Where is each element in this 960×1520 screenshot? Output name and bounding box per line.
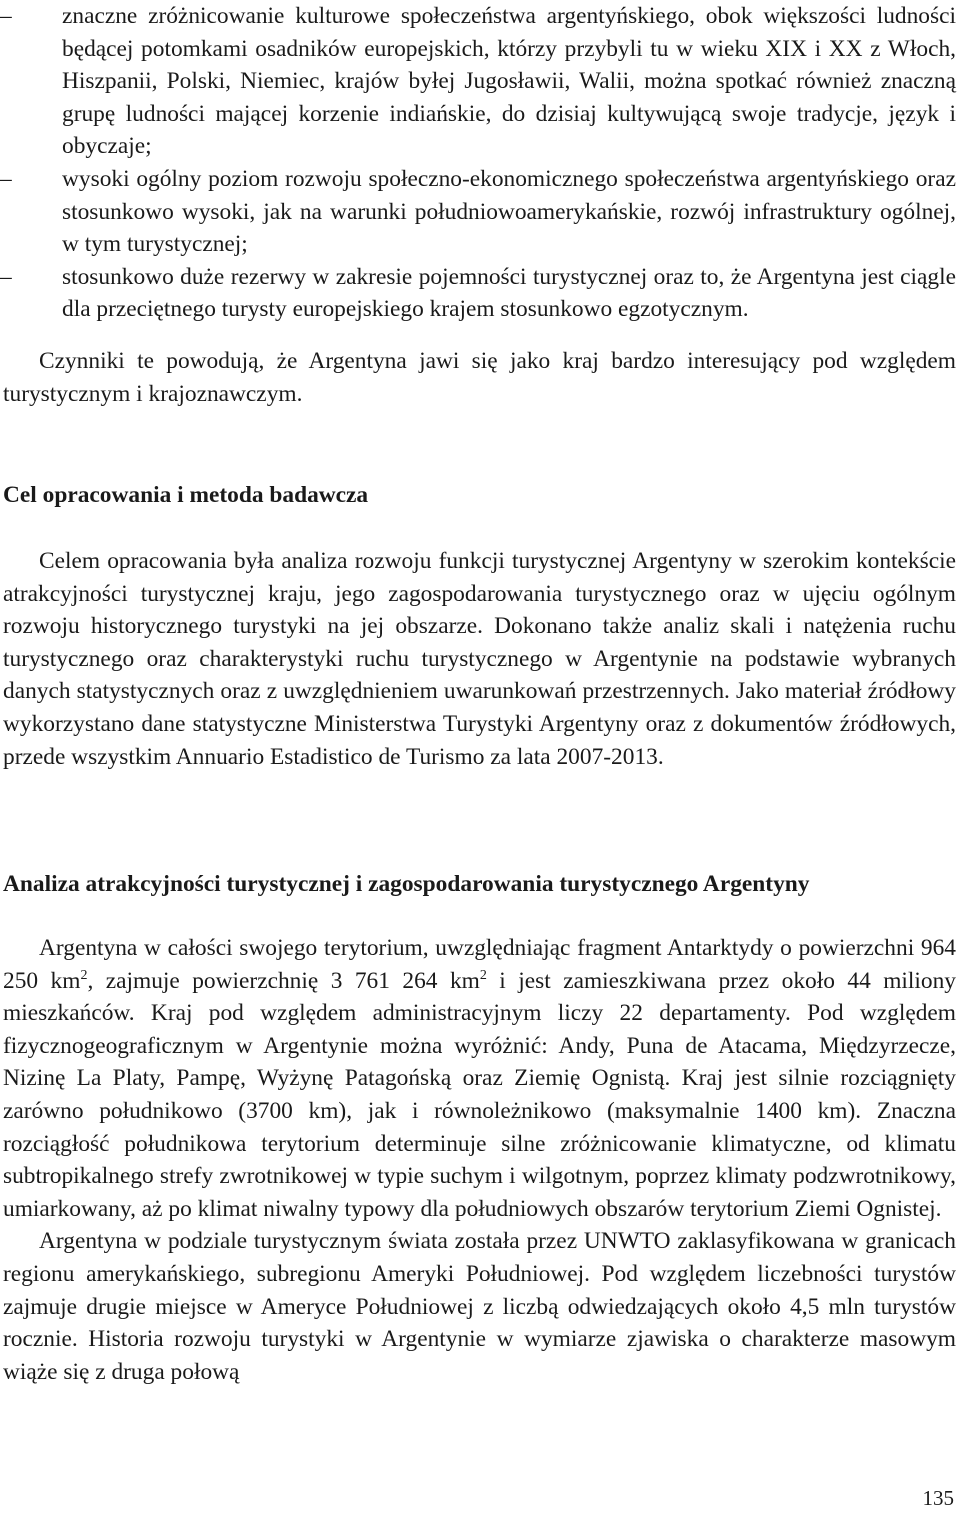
intro-block xyxy=(3,345,956,410)
cel-paragraph: Celem opracowania była analiza rozwoju funkcji turystycznej Argentyny w szerokim kontekście atrakcyjności turystycznej kraju, jego zagospodarowania turystycznego oraz w ujęciu ogólnym rozwoju historycznego turystyki na jej obszarze. Dokonano także analiz skali i natężenia ruchu turystycznego oraz charakterystyki ruchu turystycznego w Argentynie na podstawie wybranych danych statystycznych oraz z uwzględnieniem uwarunkowań przestrzennych. Jako materiał źródłowy wykorzystano dane statystyczne Ministerstwa Turystyki Argentyny oraz z dokumentów źródłowych, przede wszystkim Annuario Estadistico de Turismo za lata 2007-2013. xyxy=(3,548,956,770)
section-heading-cel: Cel opracowania i metoda badawcza xyxy=(3,482,369,508)
page-number: 135 xyxy=(922,1486,954,1510)
list-item xyxy=(0,163,956,261)
dash-marker: – xyxy=(0,263,12,290)
bullet-list xyxy=(0,0,956,326)
list-item xyxy=(0,0,956,163)
section-cel-body xyxy=(3,545,956,773)
section-heading-analiza: Analiza atrakcyjności turystycznej i zagospodarowania turystycznego Argentyny xyxy=(3,871,810,897)
superscript: 2 xyxy=(80,967,88,983)
intro-paragraph: Czynniki te powodują, że Argentyna jawi się jako kraj bardzo interesujący pod względem turystycznym i krajoznawczym. xyxy=(3,348,956,407)
text-run: , zajmuje powierzchnię 3 761 264 km xyxy=(87,967,480,994)
list-item-text: znaczne zróżnicowanie kulturowe społeczeństwa argentyńskiego, obok większości ludności będącej potomkami osadników europejskich, którzy przybyli tu w wieku XIX i XX z Włoch, Hiszpanii, Polski, Niemiec, krajów byłej Jugosławii, Walii, można spotkać również znaczną grupę ludności mającej korzenie indiańskie, do dzisiaj kultywującą swoje tradycje, język i obyczaje; xyxy=(62,3,956,160)
list-item xyxy=(0,261,956,326)
section-analiza-body xyxy=(3,932,956,1388)
text-run: i jest zamieszkiwana przez około 44 miliony mieszkańców. Kraj pod względem administracyjnym liczy 22 departamenty. Pod względem fizycznogeograficznym w Argentynie można wyróżnić: Andy, Puna de Atacama, Międzyrzecze, Nizinę La Platy, Pampę, Wyżynę Patagońską oraz Ziemię Ognistą. Kraj jest silnie rozciągnięty zarówno południkowo (3700 km), jak i równoleżnikowo (maksymalnie 1400 km). Znaczna rozciągłość południkowa terytorium determinuje silne zróżnicowanie klimatyczne, od klimatu subtropikalnego strefy zwrotnikowej w typie suchym i wilgotnym, poprzez klimaty podzwrotnikowy, umiarkowany, aż po klimat niwalny typowy dla południowych obszarów terytorium Ziemi Ognistej. xyxy=(3,967,956,1222)
analiza-paragraph-1 xyxy=(3,932,956,1225)
analiza-paragraph-2: Argentyna w podziale turystycznym świata została przez UNWTO zaklasyfikowana w granicach regionu amerykańskiego, subregionu Ameryki Południowej. Pod względem liczebności turystów zajmuje drugie miejsce w Ameryce Południowej z liczbą odwiedzających około 4,5 mln turystów rocznie. Historia rozwoju turystyki w Argentynie w wymiarze zjawiska o charakterze masowym wiąże się z druga połową xyxy=(3,1228,956,1385)
dash-marker: – xyxy=(0,165,12,192)
superscript: 2 xyxy=(479,967,487,983)
list-item-text: stosunkowo duże rezerwy w zakresie pojemności turystycznej oraz to, że Argentyna jest ciągle dla przeciętnego turysty europejskiego krajem stosunkowo egzotycznym. xyxy=(62,263,956,323)
text-run: Argentyna w całości swojego terytorium, uwzględniając fragment Antarktydy o powierzchni 964 250 km xyxy=(3,935,956,994)
list-item-text: wysoki ogólny poziom rozwoju społeczno-ekonomicznego społeczeństwa argentyńskiego oraz stosunkowo wysoki, jak na warunki południowoamerykańskie, rozwój infrastruktury ogólnej, w tym turystycznej; xyxy=(62,165,956,258)
dash-marker: – xyxy=(0,3,12,29)
